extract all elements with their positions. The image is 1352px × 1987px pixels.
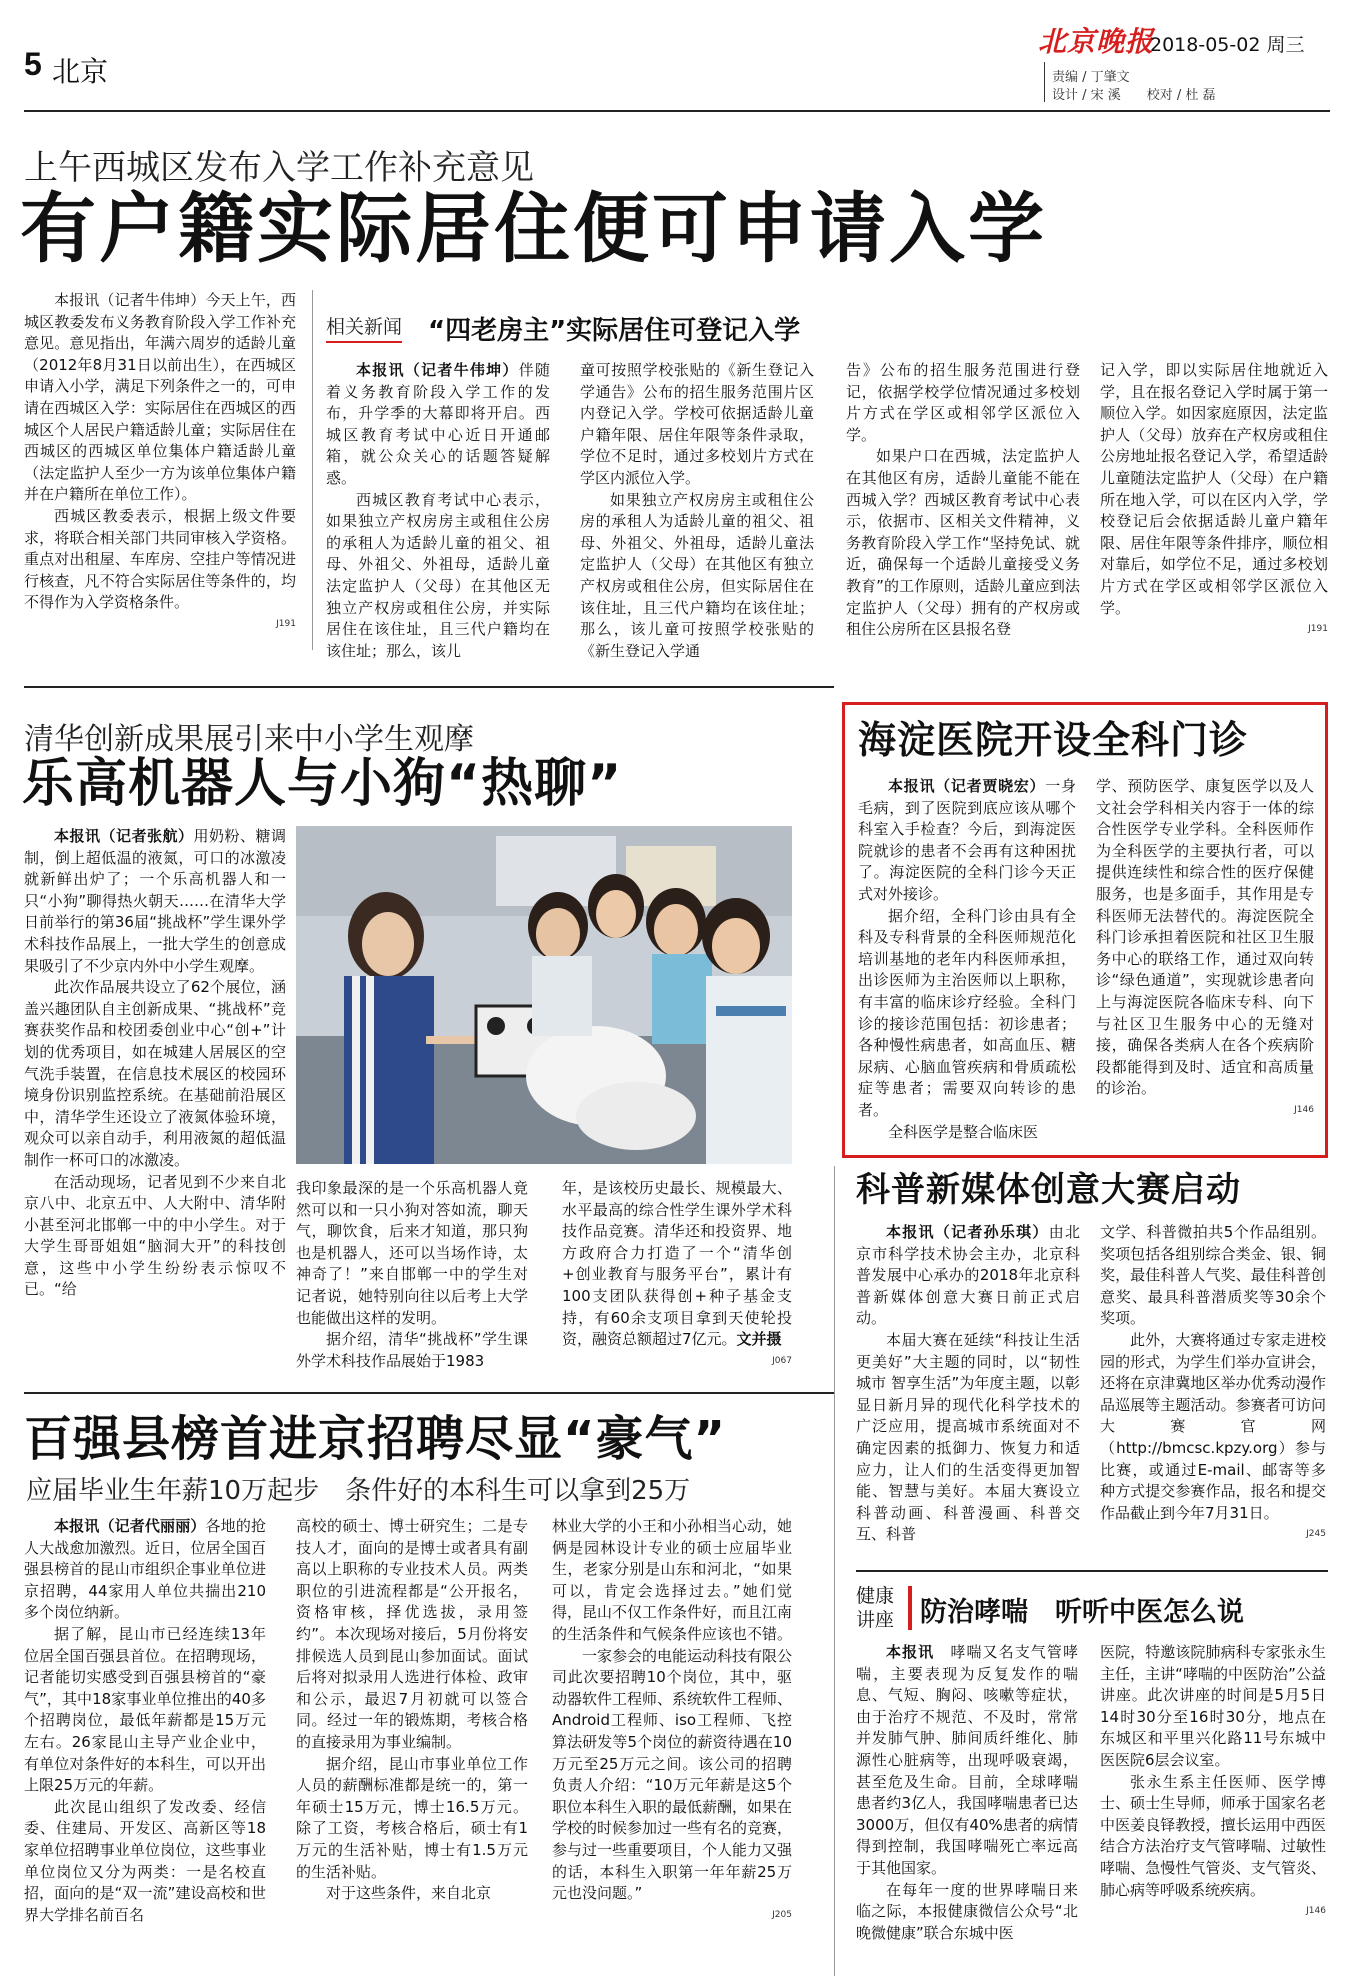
paragraph: 林业大学的小王和小孙相当心动，她俩是园林设计专业的硕士应届毕业生，老家分别是山东和河北，“如果可以，肯定会选择过去。”她们觉得，昆山不仅工作条件好，而且江南的生活条件和气候条件应该也不错。	[552, 1517, 793, 1643]
paragraph: 本届大赛在延续“科技让生活更美好”大主题的同时，以“韧性城市 智享生活”为年度主题，以彰显日新月异的现代化科学技术的广泛应用，提高城市系统面对不确定因素的抵御力、恢复力和适应力，让人们的生活变得更加智能、智慧与美好。本届大赛设立科普动画、科普漫画、科普交互、科普	[856, 1330, 1080, 1544]
story3-column-2	[1096, 776, 1314, 1122]
story5-column-3	[552, 1516, 792, 1926]
story2-headline: 乐高机器人与小狗“热聊”	[22, 754, 623, 814]
story6-column-1	[856, 1642, 1078, 1944]
byline: 本报讯（记者孙乐琪）	[886, 1223, 1049, 1241]
story-code: J067	[772, 1355, 792, 1366]
paragraph: 张永生系主任医师、医学博士、硕士生导师，师承于国家名老中医姜良铎教授，擅长运用中西医结合方法治疗支气管哮喘、过敏性哮喘、急慢性气管炎、支气管炎、肺心病等呼吸系统疾病。	[1100, 1772, 1326, 1899]
story1-column-4	[846, 360, 1080, 641]
paragraph: 据介绍，清华“挑战杯”学生课外学术科技作品展始于1983	[296, 1330, 528, 1370]
story2-column-3	[562, 1178, 792, 1372]
paragraph: 本报讯（记者牛伟坤）伴随着义务教育阶段入学工作的发布，升学季的大幕即将开启。西城区教育考试中心近日开通邮箱，就公众关心的话题答疑解惑。	[326, 361, 550, 487]
story1-column-2	[326, 360, 550, 662]
paragraph: 此次作品展共设立了62个展位，涵盖兴趣团队自主创新成果、“挑战杯”竞赛获奖作品和校团委创业中心“创+”计划的优秀项目，如在城建人居展区的空气洗手装置，在信息技术展区的校园环境身份识别监控系统。在基础前沿展区中，清华学生还设立了液氮体验环境，观众可以亲自动手，利用液氮的超低温制作一杯可口的冰激凌。	[24, 978, 286, 1169]
related-news-title: “四老房主”实际居住可登记入学	[428, 316, 801, 346]
paragraph: 西城区教委表示，根据上级文件要求，将联合相关部门共同审核入学资格。重点对出租屋、车库房、空挂户等情况进行核查，凡不符合实际居住等条件的，均不得作为入学资格条件。	[24, 506, 296, 612]
credits-editor: 责编 / 丁肇文	[1052, 70, 1130, 85]
masthead-divider	[1044, 62, 1045, 102]
section-rule	[24, 686, 834, 688]
story5-column-2	[296, 1516, 528, 1905]
story3-column-1	[858, 776, 1076, 1143]
column-divider	[312, 290, 313, 650]
paragraph: 据了解，昆山市已经连续13年位居全国百强县首位。在招聘现场，记者能切实感受到百强县榜首的“豪气”，其中18家事业单位推出的40多个招聘岗位，最低年薪都是15万元左右。26家昆山主导产业企业中，有单位对条件好的本科生，可以开出上限25万元的年薪。	[24, 1624, 266, 1795]
story5-headline: 百强县榜首进京招聘尽显“豪气”	[24, 1411, 727, 1467]
section-rule	[24, 1392, 834, 1394]
paper-logo: 北京晚报	[1038, 25, 1155, 58]
byline: 本报讯（记者贾晓宏）	[888, 777, 1046, 795]
story1-kicker: 上午西城区发布入学工作补充意见	[24, 148, 534, 188]
paragraph: 本报讯（记者代丽丽）各地的抢人大战愈加激烈。近日，位居全国百强县榜首的昆山市组织企事业单位进京招聘，44家用人单位共揣出210多个岗位纳新。	[24, 1517, 266, 1622]
paragraph: 医院，特邀该院肺病科专家张永生主任，主讲“哮喘的中医防治”公益讲座。此次讲座的时间是5月5日14时30分至16时30分，地点在东城区和平里兴化路11号东城中医医院6层会议室。	[1100, 1643, 1326, 1769]
column-divider	[834, 1166, 835, 1976]
paragraph: 高校的硕士、博士研究生；二是专技人才，面向的是博士或者具有副高以上职称的专业技术人员。两类职位的引进流程都是“公开报名，资格审核，择优选拔，录用签约”。本次现场对接后，5月份将安排候选人员到昆山参加面试。面试后将对拟录用人选进行体检、政审和公示，最迟7月初就可以签合同。经过一年的锻炼期，考核合格的直接录用为事业编制。	[296, 1517, 528, 1751]
paragraph: 据介绍，全科门诊由具有全科及专科背景的全科医师规范化培训基地的老年内科医师承担，出诊医师为主治医师以上职称，有丰富的临床诊疗经验。全科门诊的接诊范围包括：初诊患者；各种慢性病患者，如高血压、糖尿病、心脑血管疾病和骨质疏松症等患者；需要双向转诊的患者。	[858, 906, 1076, 1119]
byline: 本报讯（记者张航）	[54, 827, 194, 845]
story2-column-2	[296, 1178, 528, 1372]
masthead-rule	[24, 110, 1330, 112]
story6-column-2	[1100, 1642, 1326, 1923]
paragraph: 文学、科普微拍共5个作品组别。奖项包括各组别综合类金、银、铜奖，最佳科普人气奖、最佳科普创意奖、最具科普潜质奖等30余个奖项。	[1100, 1223, 1326, 1328]
story5-column-1	[24, 1516, 266, 1926]
related-news-label: 相关新闻	[326, 312, 402, 343]
byline: 本报讯	[886, 1643, 935, 1661]
story1-column-1	[24, 290, 296, 636]
section-name: 北京	[52, 55, 109, 88]
paragraph: 本报讯（记者孙乐琪）由北京市科学技术协会主办，北京科普发展中心承办的2018年北京科普新媒体创意大赛日前正式启动。	[856, 1223, 1080, 1328]
paragraph: 童可按照学校张贴的《新生登记入学通告》公布的招生服务范围片区内登记入学。学校可依据适龄儿童户籍年限、居住年限等条件录取，学位不足时，通过多校划片方式在学区内派位入学。	[580, 361, 814, 487]
paragraph: 如果户口在西城，法定监护人在其他区有房，适龄儿童能不能在西城入学？西城区教育考试中心表示，依据市、区相关文件精神，义务教育阶段入学工作“坚持免试、就近，确保每一个适龄儿童接受义务教育”的工作原则，适龄儿童应到法定监护人（父母）拥有的产权房或租住公房所在区县报名登	[846, 447, 1080, 639]
story1-column-3	[580, 360, 814, 662]
photo-credit: 文并摄	[736, 1330, 782, 1349]
story-code: J205	[772, 1909, 792, 1920]
story1-column-5	[1100, 360, 1328, 641]
byline: 本报讯（记者牛伟坤）	[356, 361, 519, 379]
lecture-label-line-1: 健康	[856, 1585, 895, 1607]
credits-design: 设计 / 宋 溪 校对 / 杜 磊	[1052, 88, 1216, 103]
story-code: J146	[1306, 1906, 1326, 1917]
paragraph: 此外，大赛将通过专家走进校园的形式，为学生们举办宣讲会，还将在京津冀地区举办优秀动漫作品巡展等主题活动。参赛者可访问大赛官网（http://bmcsc.kpzy.org）参与比赛，或通过E-mail、邮寄等多种方式提交参赛作品，报名和提交作品截止到今年7月31日。	[1100, 1330, 1326, 1522]
page-number: 5	[24, 46, 42, 82]
paragraph: 如果独立产权房房主或租住公房的承租人为适龄儿童的祖父、祖母、外祖父、外祖母，适龄儿童法定监护人（父母）在其他区有独立产权房或租住公房，但实际居住在该住址，且三代户籍均在该住址；那么，该儿童可按照学校张贴的《新生登记入学通	[580, 490, 814, 660]
paragraph: 对于这些条件，来自北京	[326, 1884, 492, 1903]
story1-headline: 有户籍实际居住便可申请入学	[20, 184, 1047, 273]
paragraph: 本报讯（记者牛伟坤）今天上午，西城区教委发布义务教育阶段入学工作补充意见。意见指出，年满六周岁的适龄儿童（2012年8月31日以前出生），在西城区申请入小学，满足下列条件之一的，可申请在西城区入学：实际居住在西城区的西城区个人居民户籍适龄儿童；实际居住在西城区的西城区单位集体户籍适龄儿童（法定监护人至少一方为该单位集体户籍并在户籍所在单位工作）。	[24, 291, 296, 504]
byline: 本报讯（记者代丽丽）	[54, 1517, 206, 1535]
paragraph: 本报讯 哮喘又名支气管哮喘，主要表现为反复发作的喘息、气短、胸闷、咳嗽等症状，由于治疗不规范、不及时，常常并发肺气肿、肺间质纤维化、肺源性心脏病等，出现呼吸衰竭，甚至危及生命。目前，全球哮喘患者约3亿人，我国哮喘患者已达3000万，但仅有40%患者的病情得到控制，我国哮喘死亡率远高于其他国家。	[856, 1643, 1078, 1877]
story2-column-1	[24, 826, 286, 1301]
paragraph: 本报讯（记者张航）用奶粉、糖调制，倒上超低温的液氮，可口的冰激凌就新鲜出炉了；一个乐高机器人和一只“小狗”聊得热火朝天……在清华大学日前举行的第36届“挑战杯”学生课外学术科技作品展上，一批大学生的创意成果吸引了不少京内外中小学生观摩。	[24, 827, 286, 975]
lecture-accent-bar	[908, 1586, 912, 1630]
exhibition-photo-illustration	[296, 826, 792, 1164]
paragraph: 年，是该校历史最长、规模最大、水平最高的综合性学生课外学术科技作品竞赛。清华还和投资界、地方政府合力打造了一个“清华创+创业教育与服务平台”，累计有100支团队获得创+种子基金支持，有60余支项目拿到天使轮投资，融资总额超过7亿元。文并摄	[562, 1179, 792, 1349]
story2-kicker: 清华创新成果展引来中小学生观摩	[24, 722, 474, 757]
story5-subhead: 应届毕业生年薪10万起步 条件好的本科生可以拿到25万	[26, 1476, 691, 1506]
story4-headline: 科普新媒体创意大赛启动	[856, 1170, 1241, 1210]
lecture-label	[856, 1584, 900, 1632]
paragraph: 此次昆山组织了发改委、经信委、住建局、开发区、高新区等18家单位招聘事业单位岗位，这些事业单位岗位又分为两类：一是名校直招，面向的是“双一流”建设高校和世界大学排名前百名	[24, 1797, 266, 1924]
paragraph: 记入学，即以实际居住地就近入学，且在报名登记入学时属于第一顺位入学。如因家庭原因，法定监护人（父母）放弃在产权房或租住公房地址报名登记入学，希望适龄儿童随法定监护人（父母）在户籍所在地入学，可以在区内入学，学校登记后会依据适龄儿童户籍年限、居住年限等条件排序，顺位相对靠后，如学位不足，通过多校划片方式在学区或相邻学区派位入学。	[1100, 361, 1328, 617]
paragraph: 告》公布的招生服务范围进行登记，依据学校学位情况通过多校划片方式在学区或相邻学区派位入学。	[846, 361, 1080, 444]
paragraph: 我印象最深的是一个乐高机器人竟然可以和一只小狗对答如流，聊天气，聊饮食，后来才知道，那只狗也是机器人，还可以当场作诗，太神奇了！”来自邯郸一中的学生对记者说，她特别向往以后考上大学也能做出这样的发明。	[296, 1179, 528, 1327]
paragraph: 据介绍，昆山市事业单位工作人员的薪酬标准都是统一的，第一年硕士15万元，博士16.5万元。除了工资，考核合格后，硕士有1万元的生活补贴，博士有1.5万元的生活补贴。	[296, 1754, 528, 1881]
story4-column-1	[856, 1222, 1080, 1546]
issue-date: 2018-05-02 周三	[1150, 34, 1305, 56]
story4-column-2	[1100, 1222, 1326, 1546]
paragraph: 在活动现场，记者见到不少来自北京八中、北京五中、人大附中、清华附小甚至河北邯郸一中的中小学生。对于大学生哥哥姐姐“脑洞大开”的科技创意，这些中小学生纷纷表示惊叹不已。“给	[24, 1172, 286, 1299]
section-rule	[856, 1570, 1328, 1572]
paragraph: 西城区教育考试中心表示，如果独立产权房房主或租住公房的承租人为适龄儿童的祖父、祖母、外祖父、外祖母，适龄儿童法定监护人（父母）在其他区无独立产权房或租住公房，并实际居住在该住址，且三代户籍均在该住址；那么，该儿	[326, 490, 550, 660]
story-code: J191	[276, 618, 296, 629]
paragraph: 本报讯（记者贾晓宏）一身毛病，到了医院到底应该从哪个科室入手检查？今后，到海淀医院就诊的患者不会再有这种困扰了。海淀医院的全科门诊今天正式对外接诊。	[858, 777, 1076, 903]
story2-photo	[296, 826, 792, 1164]
story3-headline: 海淀医院开设全科门诊	[858, 718, 1249, 762]
paragraph: 一家参会的电能运动科技有限公司此次要招聘10个岗位，其中，驱动器软件工程师、系统软件工程师、Android工程师、iso工程师、飞控算法研发等5个岗位的薪资待遇在10万元至25万元之间。该公司的招聘负责人介绍：“10万元年薪是这5个职位本科生入职的最低薪酬，如果在学校的时候参加过一些有名的竞赛，参与过一些重要项目，个人能力又强的话，本科生入职第一年年薪25万元也没问题。”	[552, 1646, 793, 1903]
story-code: J191	[1308, 624, 1328, 635]
paragraph: 在每年一度的世界哮喘日来临之际，本报健康微信公众号“北晚微健康”联合东城中医	[856, 1880, 1078, 1942]
paragraph: 全科医学是整合临床医	[888, 1122, 1039, 1141]
paragraph: 学、预防医学、康复医学以及人文社会学科相关内容于一体的综合性医学专业学科。全科医师作为全科医学的主要执行者，可以提供连续性和综合性的医疗保健服务，也是多面手，其作用是专科医师无法替代的。海淀医院全科门诊承担着医院和社区卫生服务中心的联络工作，通过双向转诊“绿色通道”，实现就诊患者向上与海淀医院各临床专科、向下与社区卫生服务中心的无缝对接，确保各类病人在各个疾病阶段都能得到及时、适宜和高质量的诊治。	[1096, 777, 1314, 1098]
story-code: J146	[1294, 1104, 1314, 1115]
lecture-label-line-2: 讲座	[856, 1609, 895, 1631]
story6-headline: 防治哮喘 听听中医怎么说	[920, 1597, 1244, 1628]
story-code: J245	[1306, 1529, 1326, 1540]
